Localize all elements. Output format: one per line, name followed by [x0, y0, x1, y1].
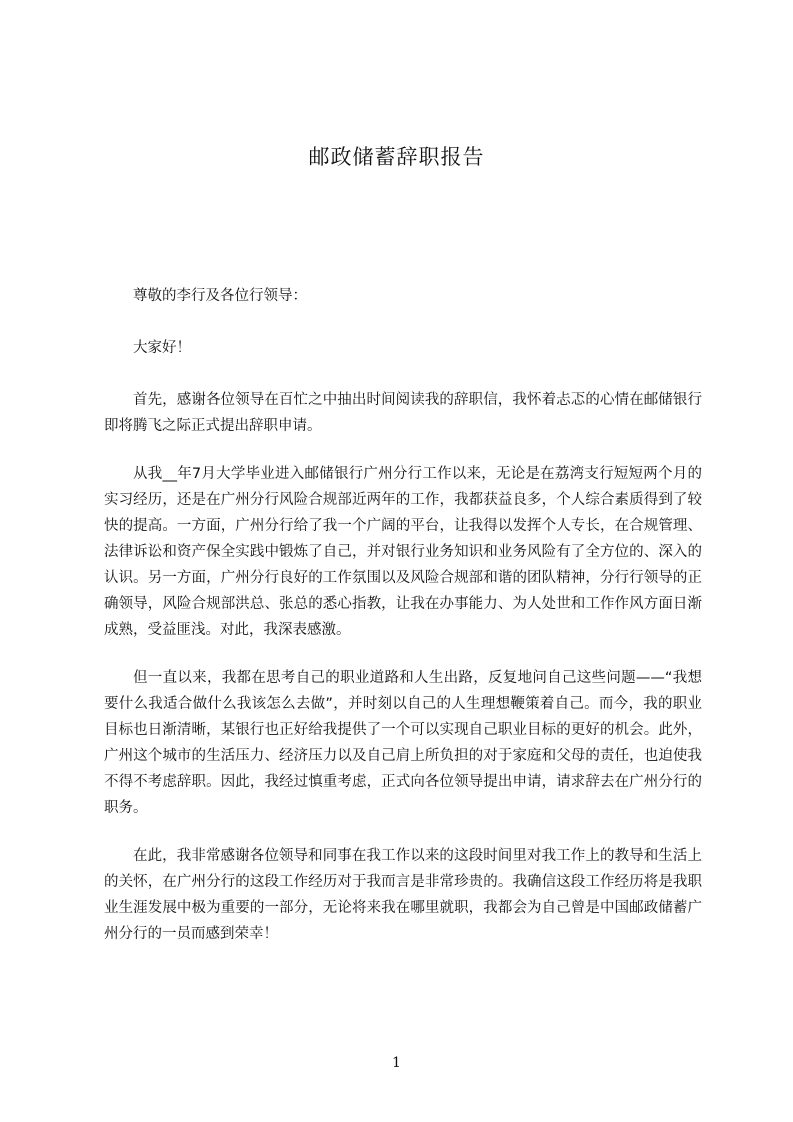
- paragraph-4: 在此，我非常感谢各位领导和同事在我工作以来的这段时间里对我工作上的教导和生活上的关怀，在广州分行的这段工作经历对于我而言是非常珍贵的。我确信这段工作经历将是我职业生涯发展中极为重要的一部分，无论将来我在哪里就职，我都会为自己曾是中国邮政储蓄广州分行的一员而感到荣幸！: [104, 848, 702, 942]
- paragraph-1: 首先，感谢各位领导在百忙之中抽出时间阅读我的辞职信，我怀着忐忑的心情在邮储银行即将腾飞之际正式提出辞职申请。: [104, 392, 702, 434]
- paragraph-3: 但一直以来，我都在思考自己的职业道路和人生出路，反复地问自己这些问题——“我想要什么我适合做什么我该怎么去做”，并时刻以自己的人生理想鞭策着自己。而今，我的职业目标也日渐清晰，某银行也正好给我提供了一个可以实现自己职业目标的更好的机会。此外，广州这个城市的生活压力、经济压力以及自己肩上所负担的对于家庭和父母的责任，也迫使我不得不考虑辞职。因此，我经过慎重考虑，正式向各位领导提出申请，请求辞去在广州分行的职务。: [104, 670, 702, 816]
- document-title: 邮政储蓄辞职报告: [308, 145, 485, 169]
- salutation: 尊敬的李行及各位行领导：: [133, 288, 307, 304]
- page-number: 1: [392, 1055, 401, 1071]
- greeting: 大家好！: [133, 340, 191, 356]
- document-body: [104, 283, 702, 969]
- paragraph-2: 从我__年7月大学毕业进入邮储银行广州分行工作以来，无论是在荔湾支行短短两个月的实习经历，还是在广州分行风险合规部近两年的工作，我都获益良多，个人综合素质得到了较快的提高。一方面，广州分行给了我一个广阔的平台，让我得以发挥个人专长，在合规管理、法律诉讼和资产保全实践中锻炼了自己，并对银行业务知识和业务风险有了全方位的、深入的认识。另一方面，广州分行良好的工作氛围以及风险合规部和谐的团队精神，分行行领导的正确领导，风险合规部洪总、张总的悉心指教，让我在办事能力、为人处世和工作作风方面日渐成熟，受益匪浅。对此，我深表感激。: [104, 466, 702, 638]
